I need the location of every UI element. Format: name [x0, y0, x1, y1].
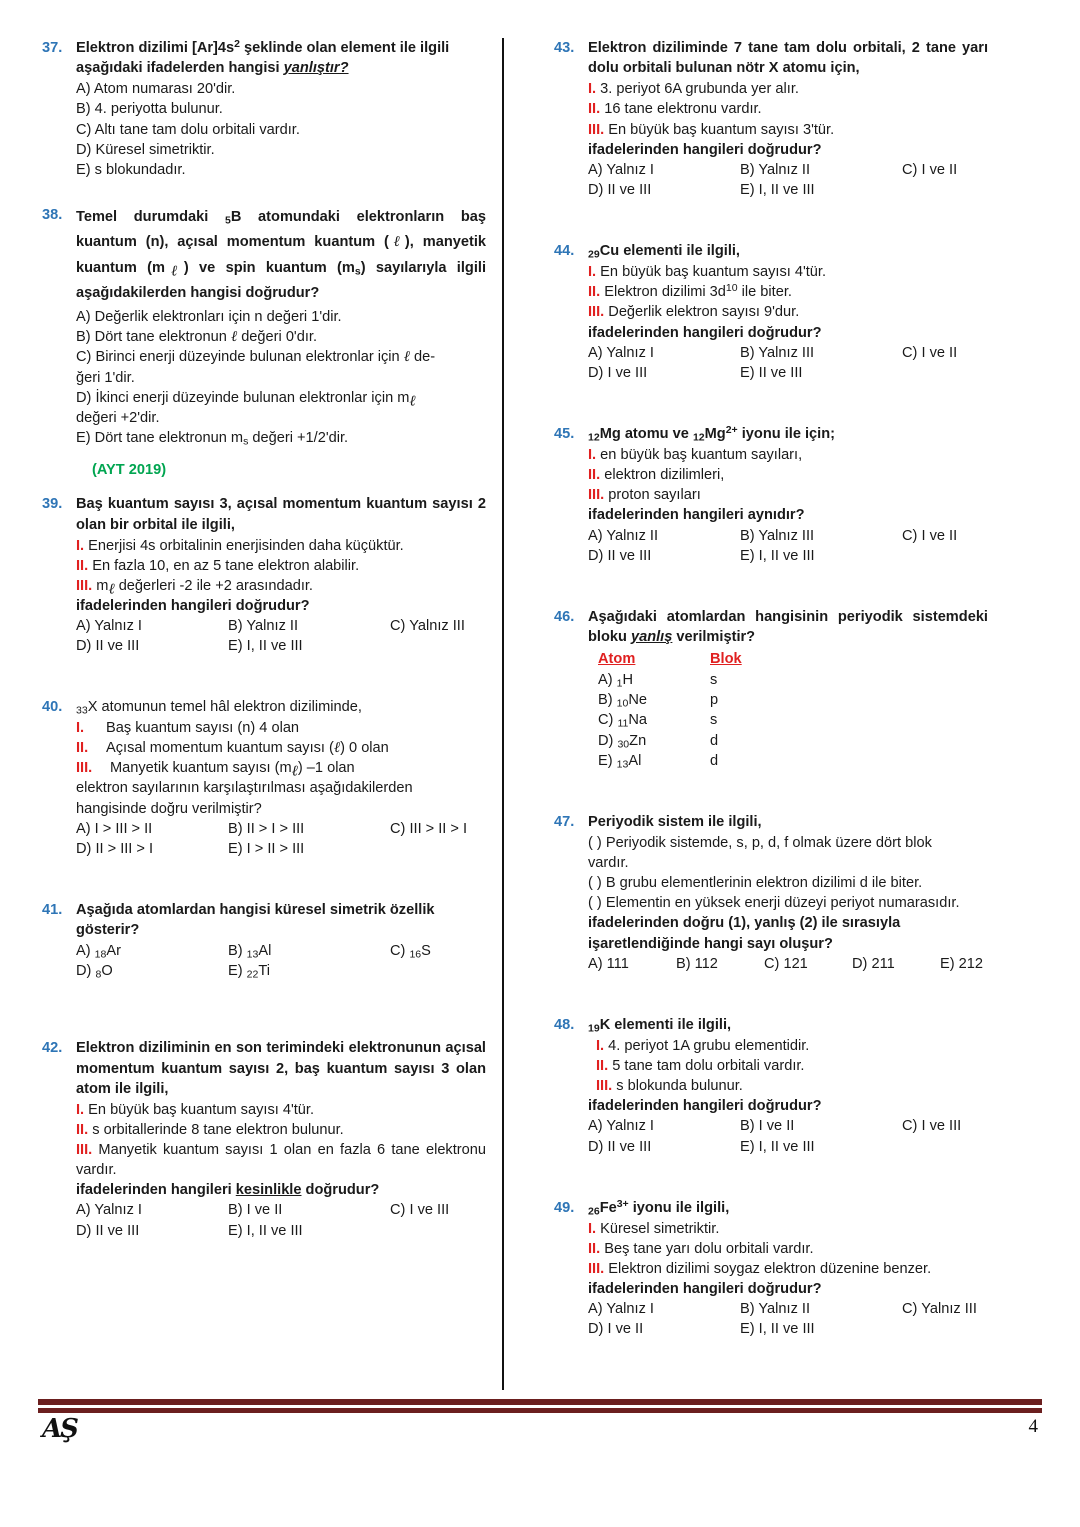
roman-numeral: I.	[588, 1220, 597, 1237]
option-row-1	[588, 160, 988, 180]
option-a[interactable]: A) Yalnız I	[76, 1202, 142, 1219]
question-48	[554, 1015, 988, 1157]
option-row-1	[76, 941, 486, 961]
option-row-1	[76, 616, 486, 636]
statement-1: I. Enerjisi 4s orbitalinin enerjisinden daha küçüktür.	[76, 537, 404, 554]
question-42	[42, 1038, 486, 1240]
atom-block-table	[588, 649, 988, 771]
option-d[interactable]: D) II ve III	[588, 181, 652, 198]
question-stem: Baş kuantum sayısı 3, açısal momentum kuantum sayısı 2 olan bir orbital ile ilgili,	[76, 496, 486, 533]
question-44	[554, 241, 988, 383]
statement-1: I. Küresel simetriktir.	[588, 1220, 720, 1237]
option-e[interactable]: E) I, II ve III	[228, 638, 303, 655]
statement-2: II. Açısal momentum kuantum sayısı (ℓ) 0 olan	[76, 738, 486, 759]
question-45	[554, 424, 988, 566]
option-c[interactable]: C) $_{16}$S	[390, 943, 431, 961]
spacer	[42, 870, 486, 900]
option-a[interactable]: A) 111	[588, 955, 629, 972]
roman-numeral: II.	[76, 739, 89, 756]
roman-numeral: II.	[76, 557, 89, 574]
option-row-2	[588, 1137, 988, 1157]
answer-prompt: ifadelerinden hangileri aynıdır?	[588, 507, 805, 524]
roman-numeral: II.	[596, 1058, 609, 1074]
option-b[interactable]: B) Yalnız III	[740, 344, 815, 361]
question-stem: $_{26}Fe^{3+}$ iyonu ile ilgili,	[588, 1197, 730, 1217]
option-d[interactable]: D) II ve III	[76, 1222, 140, 1239]
option-row-1	[76, 1200, 486, 1220]
question-41	[42, 900, 486, 982]
answer-prompt: ifadelerinden hangileri doğrudur?	[588, 324, 822, 341]
option-row-2	[76, 839, 486, 859]
option-e[interactable]: E) I > II > III	[228, 840, 305, 857]
statement-2: II. elektron dizilimleri,	[588, 467, 725, 484]
option-a[interactable]: A) I > III > II	[76, 820, 153, 837]
roman-numeral: II.	[588, 467, 601, 484]
statement-2: II. En fazla 10, en az 5 tane elektron alabilir.	[76, 557, 360, 574]
column-header-atom: Atom	[598, 651, 636, 667]
roman-numeral: II.	[588, 284, 601, 301]
question-number: 46.	[554, 608, 575, 625]
option-e[interactable]: E) I, II ve III	[740, 181, 815, 198]
statement-2: II. Beş tane yarı dolu orbitali vardır.	[588, 1240, 814, 1257]
roman-numeral: III.	[588, 304, 605, 321]
statement-1: I. En büyük baş kuantum sayısı 4'tür.	[76, 1101, 315, 1118]
question-number: 45.	[554, 425, 575, 442]
table-row[interactable]: D) $_{30}$Zn d	[598, 732, 719, 750]
question-number: 39.	[42, 496, 63, 513]
publisher-monogram-logo: AŞ	[42, 1414, 77, 1444]
spacer	[42, 992, 486, 1038]
option-d[interactable]: D) $_8$O	[76, 963, 113, 981]
statement-2: II. 16 tane elektronu vardır.	[588, 101, 762, 118]
roman-numeral: I.	[588, 81, 597, 98]
option-e[interactable]: E) Dört tane elektronun $m_s$ değeri +1/2'dir.	[76, 430, 349, 448]
question-stem: Elektron diziliminin en son terimindeki elektronunun açısal momentum kuantum sayısı 2, baş kuantum sayısı 3 olan atom ile ilgili,	[76, 1040, 486, 1097]
option-row-1	[588, 1116, 988, 1136]
option-a[interactable]: A) Değerlik elektronları için n değeri 1'dir.	[76, 308, 342, 325]
table-header-row	[588, 649, 988, 669]
roman-numeral: I.	[588, 447, 597, 463]
two-column-layout	[0, 38, 1080, 1388]
roman-numeral: III.	[76, 1142, 93, 1159]
option-row-1	[76, 819, 486, 839]
statement-3: III. Değerlik elektron sayısı 9'dur.	[588, 304, 800, 321]
option-b[interactable]: B) Yalnız III	[740, 527, 815, 544]
roman-numeral: III.	[76, 577, 93, 594]
roman-numeral: I.	[596, 1037, 605, 1054]
roman-numeral: III.	[588, 487, 605, 504]
question-stem: $_{33}$X atomunun temel hâl elektron diziliminde,	[76, 699, 362, 717]
option-e[interactable]: E) II ve III	[740, 364, 803, 381]
question-47	[554, 812, 988, 974]
option-b[interactable]: B) I ve II	[740, 1118, 795, 1135]
option-d[interactable]: D) II ve III	[588, 1138, 652, 1155]
option-d[interactable]: D) I ve III	[588, 364, 648, 381]
roman-numeral: I.	[76, 1101, 85, 1118]
option-a[interactable]: A) Yalnız I	[588, 344, 654, 361]
option-e[interactable]: E) I, II ve III	[740, 1138, 815, 1155]
option-b[interactable]: B) 112	[676, 955, 718, 972]
question-stem: Elektron diziliminde 7 tane tam dolu orbitali, 2 tane yarı dolu orbitali bulunan nötr X atomu için,	[588, 40, 988, 77]
table-row[interactable]: E) $_{13}$Al d	[598, 752, 719, 770]
option-c[interactable]: C) I ve II	[902, 527, 958, 544]
footer-rule	[38, 1399, 1042, 1413]
option-row	[588, 954, 1028, 974]
answer-prompt: ifadelerinden hangileri doğrudur?	[588, 141, 822, 158]
statement-3: III. Manyetik kuantum sayısı 1 olan en fazla 6 tane elektronu vardır.	[76, 1142, 486, 1179]
option-c[interactable]: C) Altı tane tam dolu orbitali vardır.	[76, 121, 300, 138]
option-row-1	[588, 343, 988, 363]
statement-3: III. Elektron dizilimi soygaz elektron düzenine benzer.	[588, 1261, 932, 1277]
question-number: 40.	[42, 699, 63, 716]
answer-prompt: ifadelerinden hangileri doğrudur?	[588, 1098, 822, 1115]
option-row-2	[588, 180, 988, 200]
option-a[interactable]: A) Atom numarası 20'dir.	[76, 81, 236, 98]
option-d[interactable]: D) II > III > I	[76, 840, 154, 857]
question-number: 48.	[554, 1016, 575, 1033]
option-d[interactable]: D) İkinci enerji düzeyinde bulunan elektronlar için $m_\ell$ değeri +2'dir.	[76, 390, 416, 427]
statement-1: I. En büyük baş kuantum sayısı 4'tür.	[588, 264, 827, 281]
option-b[interactable]: B) I ve II	[228, 1202, 283, 1219]
option-row-2	[588, 1319, 988, 1339]
roman-numeral: III.	[588, 121, 605, 138]
option-a[interactable]: A) $_{18}$Ar	[76, 943, 121, 961]
roman-numeral: III.	[588, 1261, 605, 1277]
roman-numeral: II.	[588, 101, 601, 118]
statement-1: I. Baş kuantum sayısı (n) 4 olan	[76, 718, 486, 738]
statement-2: II. s orbitallerinde 8 tane elektron bulunur.	[76, 1121, 344, 1138]
spacer	[554, 985, 988, 1015]
emphasis: yanlış	[630, 628, 673, 645]
option-b[interactable]: B) 4. periyotta bulunur.	[76, 101, 223, 118]
roman-numeral: II.	[76, 1121, 89, 1138]
question-number: 47.	[554, 813, 575, 830]
option-row-2	[76, 961, 486, 981]
option-c[interactable]: C) 121	[764, 955, 808, 972]
answer-prompt: ifadelerinden hangileri kesinlikle doğrudur?	[76, 1182, 380, 1199]
option-d[interactable]: D) II ve III	[588, 547, 652, 564]
question-40	[42, 697, 486, 858]
question-stem: Temel durumdaki $_5$B atomundaki elektronların baş kuantum (n), açısal momentum kuantum (ℓ), manyetik kuantum $(m_\ell)$ ve spin kuantum $(m_s)$ sayılarıyla ilgili aşağıdakilerden hangisi doğrudur?	[76, 208, 487, 301]
table-row[interactable]: B) $_{10}$Ne p	[598, 692, 719, 710]
option-c[interactable]: C) Yalnız III	[902, 1301, 977, 1318]
option-e[interactable]: E) $_{22}$Ti	[228, 963, 270, 981]
option-b[interactable]: B) Yalnız II	[740, 1301, 811, 1318]
table-row[interactable]: C) $_{11}$Na s	[598, 712, 718, 730]
option-d[interactable]: D) 211	[852, 955, 895, 972]
emphasis: kesinlikle	[235, 1182, 302, 1199]
question-stem: Elektron dizilimi $[Ar]4s^2$ şeklinde olan element ile ilgili aşağıdaki ifadelerden hangisi yanlıştır?	[76, 37, 450, 77]
right-column	[508, 38, 1006, 1388]
statement-1: I. en büyük baş kuantum sayıları,	[588, 447, 803, 463]
statement-3: III. proton sayıları	[588, 487, 701, 504]
option-c[interactable]: C) III > II > I	[390, 820, 468, 837]
answer-prompt-1: ifadelerinden doğru (1), yanlış (2) ile sırasıyla	[588, 915, 901, 932]
question-stem: Periyodik sistem ile ilgili,	[588, 813, 762, 830]
option-b[interactable]: B) $_{13}$Al	[228, 943, 272, 961]
option-e[interactable]: E) 212	[940, 955, 983, 972]
question-number: 42.	[42, 1040, 63, 1057]
question-number: 44.	[554, 243, 575, 259]
question-number: 41.	[42, 901, 63, 918]
option-a[interactable]: A) Yalnız I	[588, 161, 654, 178]
question-tail-1: elektron sayılarının karşılaştırılması aşağıdakilerden	[76, 780, 413, 797]
option-c[interactable]: C) I ve II	[902, 344, 958, 361]
checkbox-statement-2[interactable]: ( ) B grubu elementlerinin elektron dizilimi d ile biter.	[588, 875, 923, 892]
question-tail-2: hangisinde doğru verilmiştir?	[76, 800, 262, 817]
statement-1: I. 3. periyot 6A grubunda yer alır.	[588, 81, 799, 98]
option-e[interactable]: E) I, II ve III	[228, 1222, 303, 1239]
table-row[interactable]: A) $_1$H s	[598, 672, 718, 690]
question-number: 38.	[42, 206, 63, 223]
statement-3: III. Manyetik kuantum sayısı $(m_\ell)$ –1 olan	[76, 760, 355, 780]
answer-prompt: ifadelerinden hangileri doğrudur?	[588, 1281, 822, 1298]
question-number: 43.	[554, 40, 575, 56]
option-b[interactable]: B) Yalnız II	[740, 161, 811, 178]
statement-2: II. Elektron dizilimi $3d^{10}$ ile biter.	[588, 282, 792, 301]
roman-numeral: I.	[76, 537, 85, 554]
option-row-2	[588, 546, 988, 566]
statement-2: II. 5 tane tam dolu orbitali vardır.	[596, 1058, 805, 1074]
option-d[interactable]: D) II ve III	[76, 638, 140, 655]
option-row-1	[588, 526, 988, 546]
footer-rule-bottom	[38, 1408, 1042, 1413]
answer-prompt: ifadelerinden hangileri doğrudur?	[76, 598, 310, 615]
checkbox-statement-3[interactable]: ( ) Elementin en yüksek enerji düzeyi periyot numarasıdır.	[588, 895, 960, 912]
statement-1: I. 4. periyot 1A grubu elementidir.	[596, 1037, 810, 1054]
question-stem: Aşağıdaki atomlardan hangisinin periyodik sistemdeki bloku yanlış verilmiştir?	[588, 608, 988, 645]
option-a[interactable]: A) Yalnız I	[588, 1301, 654, 1318]
question-43	[554, 38, 988, 200]
column-header-blok: Blok	[710, 651, 742, 667]
page-number: 4	[1028, 1416, 1038, 1437]
option-row-2	[588, 363, 988, 383]
option-row-2	[76, 1221, 486, 1241]
spacer	[42, 191, 486, 205]
option-d[interactable]: D) Küresel simetriktir.	[76, 141, 215, 158]
spacer	[554, 394, 988, 424]
question-49	[554, 1198, 988, 1340]
question-39	[42, 494, 486, 656]
question-stem: Aşağıda atomlardan hangisi küresel simetrik özellik gösterir?	[76, 901, 435, 939]
option-a[interactable]: A) Yalnız I	[76, 618, 142, 635]
spacer	[42, 667, 486, 697]
option-row-1	[588, 1299, 988, 1319]
roman-numeral: III.	[76, 760, 93, 777]
option-e[interactable]: E) I, II ve III	[740, 547, 815, 564]
spacer	[554, 577, 988, 607]
option-e[interactable]: E) I, II ve III	[740, 1321, 815, 1338]
question-stem: $_{12}$Mg atomu ve $_{12}Mg^{2+}$ iyonu ile için;	[588, 423, 835, 444]
question-38	[42, 205, 486, 449]
roman-numeral: II.	[588, 1240, 601, 1257]
option-c[interactable]: C) I ve III	[390, 1202, 450, 1219]
question-37	[42, 38, 486, 180]
question-number: 49.	[554, 1199, 575, 1216]
answer-prompt-2: işaretlendiğinde hangi sayı oluşur?	[588, 935, 833, 952]
left-column	[0, 38, 498, 1388]
statement-3: III. s blokunda bulunur.	[596, 1078, 743, 1095]
roman-numeral: III.	[596, 1078, 613, 1095]
roman-numeral: I.	[588, 264, 597, 281]
question-stem: $_{29}$Cu elementi ile ilgili,	[588, 243, 740, 261]
source-label: (AYT 2019)	[92, 462, 167, 479]
option-c[interactable]: C) I ve III	[902, 1118, 962, 1135]
spacer	[554, 782, 988, 812]
statement-3: III. En büyük baş kuantum sayısı 3'tür.	[588, 121, 835, 138]
option-row-2	[76, 636, 486, 656]
option-c[interactable]: C) I ve II	[902, 161, 958, 178]
statement-3: III. $m_\ell$ değerleri -2 ile +2 arasındadır.	[76, 577, 313, 598]
column-divider	[502, 38, 504, 1390]
question-number: 37.	[42, 40, 63, 56]
option-a[interactable]: A) Yalnız I	[588, 1118, 654, 1135]
option-c[interactable]: C) Birinci enerji düzeyinde bulunan elektronlar için ℓ de- ğeri 1'dir.	[76, 349, 436, 386]
option-b[interactable]: B) II > I > III	[228, 820, 305, 837]
emphasis: yanlıştır?	[283, 60, 349, 77]
spacer	[554, 211, 988, 241]
spacer	[554, 1168, 988, 1198]
checkbox-statement-1[interactable]: ( ) Periyodik sistemde, s, p, d, f olmak üzere dört blok vardır.	[588, 834, 932, 871]
option-e[interactable]: E) s blokundadır.	[76, 161, 186, 178]
option-c[interactable]: C) Yalnız III	[390, 618, 465, 635]
question-stem: $_{19}$K elementi ile ilgili,	[588, 1016, 732, 1035]
option-d[interactable]: D) I ve II	[588, 1321, 644, 1338]
option-a[interactable]: A) Yalnız II	[588, 527, 659, 544]
roman-numeral: I.	[76, 719, 85, 736]
question-46	[554, 607, 988, 771]
option-b[interactable]: B) Dört tane elektronun ℓ değeri 0'dır.	[76, 328, 317, 345]
option-b[interactable]: B) Yalnız II	[228, 618, 299, 635]
